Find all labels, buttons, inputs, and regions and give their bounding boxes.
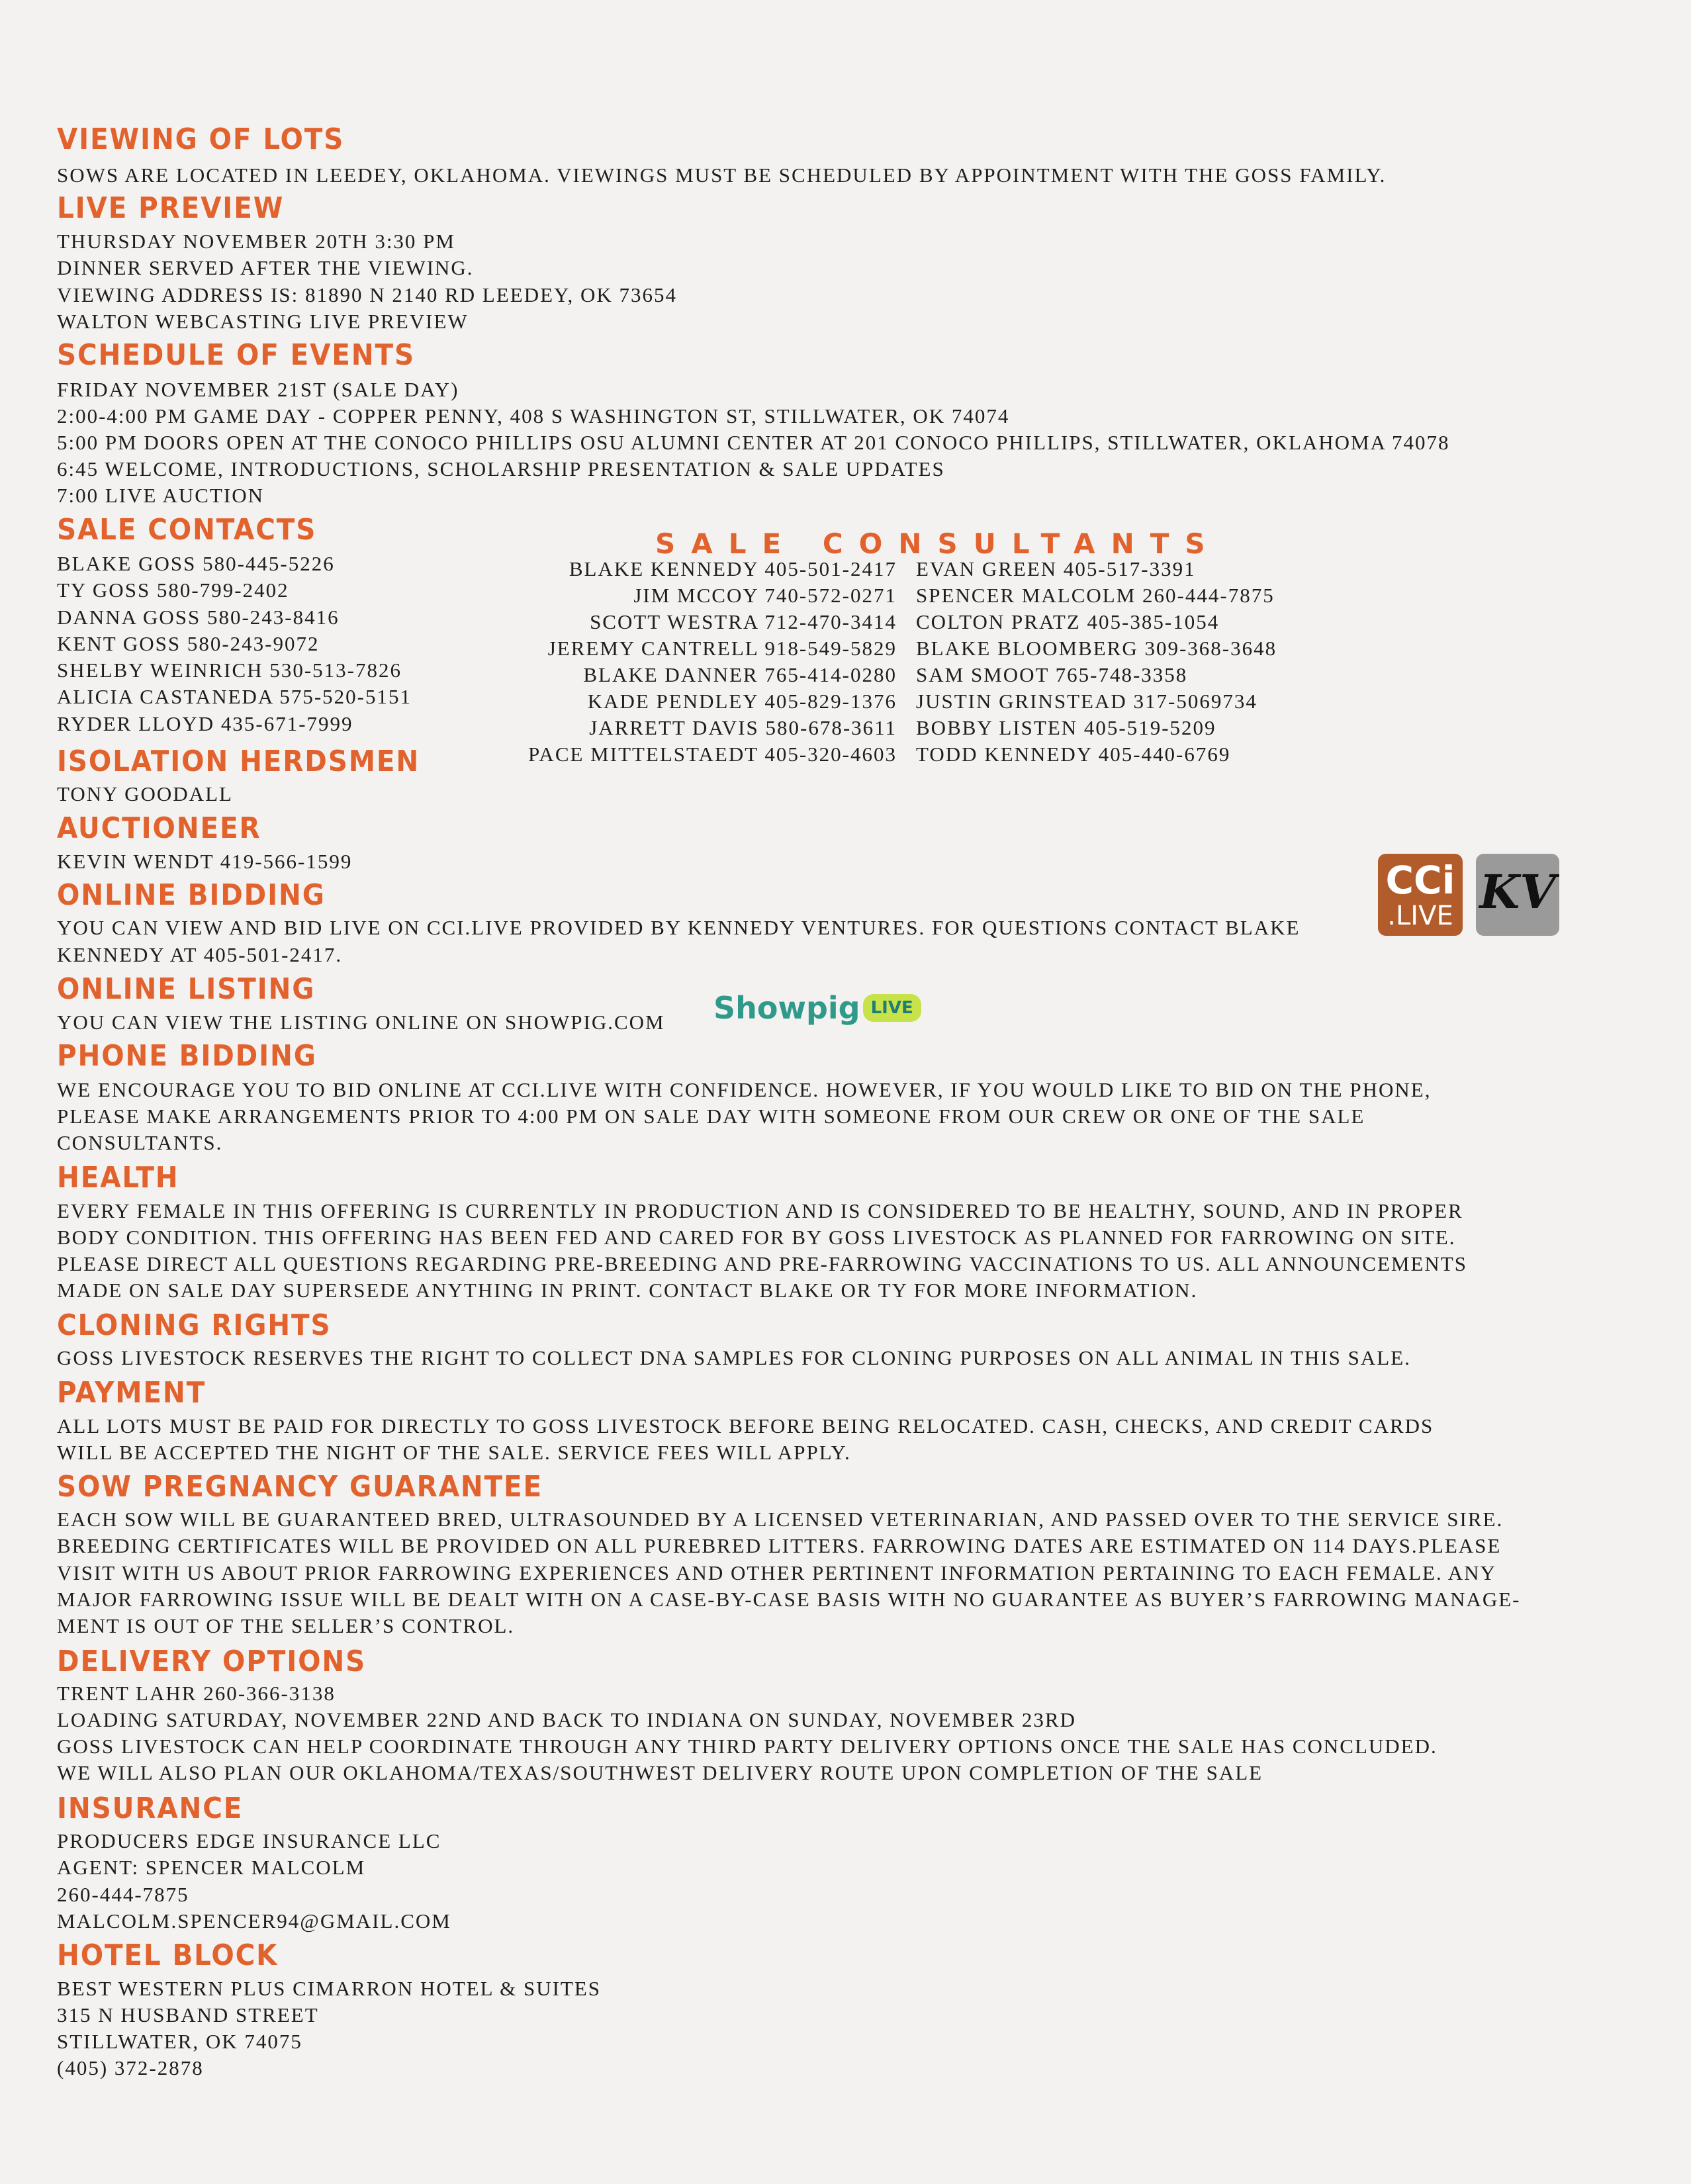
text-line: 2:00-4:00 PM GAME DAY - COPPER PENNY, 408 S WASHINGTON ST, STILLWATER, OK 74074 [57, 404, 1010, 428]
cci-live-logo [1378, 854, 1463, 936]
kv-logo-text: KV [1479, 864, 1556, 919]
text-line: MADE ON SALE DAY SUPERSEDE ANYTHING IN PRINT. CONTACT BLAKE OR TY FOR MORE INFORMATION. [57, 1279, 1198, 1302]
heading-phone-bidding: PHONE BIDDING [57, 1039, 317, 1073]
text-line: CONSULTANTS. [57, 1131, 223, 1154]
text-line: WE WILL ALSO PLAN OUR OKLAHOMA/TEXAS/SOUTHWEST DELIVERY ROUTE UPON COMPLETION OF THE SALE [57, 1761, 1263, 1784]
text-line: ALL LOTS MUST BE PAID FOR DIRECTLY TO GOSS LIVESTOCK BEFORE BEING RELOCATED. CASH, CHECKS, AND CREDIT CARDS [57, 1414, 1434, 1437]
consultant-right: JUSTIN GRINSTEAD 317-5069734 [916, 690, 1257, 713]
text-line: TONY GOODALL [57, 782, 233, 805]
text-line: 315 N HUSBAND STREET [57, 2003, 319, 2026]
contact-line: SHELBY WEINRICH 530-513-7826 [57, 659, 402, 682]
text-line: FRIDAY NOVEMBER 21ST (SALE DAY) [57, 378, 459, 401]
text-line: TRENT LAHR 260-366-3138 [57, 1682, 336, 1705]
heading-online-bidding: ONLINE BIDDING [57, 878, 326, 912]
text-line: YOU CAN VIEW AND BID LIVE ON CCI.LIVE PROVIDED BY KENNEDY VENTURES. FOR QUESTIONS CONTACT BLAKE [57, 916, 1301, 939]
text-line: WILL BE ACCEPTED THE NIGHT OF THE SALE. SERVICE FEES WILL APPLY. [57, 1441, 851, 1464]
heading-cloning-rights: CLONING RIGHTS [57, 1308, 332, 1342]
consultant-right: EVAN GREEN 405-517-3391 [916, 557, 1196, 580]
text-line: LOADING SATURDAY, NOVEMBER 22ND AND BACK TO INDIANA ON SUNDAY, NOVEMBER 23RD [57, 1708, 1076, 1731]
heading-health: HEALTH [57, 1161, 179, 1195]
text-line: VIEWING ADDRESS IS: 81890 N 2140 RD LEEDEY, OK 73654 [57, 283, 677, 306]
contact-line: RYDER LLOYD 435-671-7999 [57, 712, 353, 735]
text-line: VISIT WITH US ABOUT PRIOR FARROWING EXPERIENCES AND OTHER PERTINENT INFORMATION PERTAINING TO EACH FEMALE. ANY [57, 1561, 1496, 1584]
text-line: AGENT: SPENCER MALCOLM [57, 1856, 366, 1879]
heading-sale-contacts: SALE CONTACTS [57, 513, 317, 547]
consultant-left: BLAKE DANNER 765-414-0280 [583, 663, 897, 686]
text-line: BEST WESTERN PLUS CIMARRON HOTEL & SUITES [57, 1977, 602, 2000]
consultant-left: BLAKE KENNEDY 405-501-2417 [569, 557, 897, 580]
contact-line: ALICIA CASTANEDA 575-520-5151 [57, 685, 412, 708]
text-line: 7:00 LIVE AUCTION [57, 484, 264, 507]
consultant-left: JIM MCCOY 740-572-0271 [633, 584, 897, 607]
text-line: PLEASE DIRECT ALL QUESTIONS REGARDING PRE-BREEDING AND PRE-FARROWING VACCINATIONS TO US. ALL ANNOUNCEMENTS [57, 1252, 1467, 1275]
heading-sow-pregnancy-guarantee: SOW PREGNANCY GUARANTEE [57, 1470, 543, 1504]
text-line: (405) 372-2878 [57, 2056, 204, 2079]
text-line: EACH SOW WILL BE GUARANTEED BRED, ULTRASOUNDED BY A LICENSED VETERINARIAN, AND PASSED OVER TO THE SERVICE SIRE. [57, 1508, 1504, 1531]
text-line: DINNER SERVED AFTER THE VIEWING. [57, 256, 474, 279]
contact-line: TY GOSS 580-799-2402 [57, 578, 289, 602]
text-line: PRODUCERS EDGE INSURANCE LLC [57, 1829, 441, 1852]
text-line: MENT IS OUT OF THE SELLER’S CONTROL. [57, 1614, 515, 1637]
consultant-right: BOBBY LISTEN 405-519-5209 [916, 716, 1216, 739]
consultant-left: SCOTT WESTRA 712-470-3414 [590, 610, 897, 633]
heading-payment: PAYMENT [57, 1376, 206, 1410]
consultant-right: COLTON PRATZ 405-385-1054 [916, 610, 1220, 633]
text-line: WE ENCOURAGE YOU TO BID ONLINE AT CCI.LIVE WITH CONFIDENCE. HOWEVER, IF YOU WOULD LIKE TO BID ON THE PHONE, [57, 1078, 1432, 1101]
showpig-live-logo [713, 990, 921, 1043]
consultant-left: PACE MITTELSTAEDT 405-320-4603 [528, 743, 897, 766]
kennedy-ventures-logo [1476, 854, 1559, 936]
text-line: 260-444-7875 [57, 1883, 189, 1906]
text-line: STILLWATER, OK 74075 [57, 2030, 302, 2053]
text-line: BODY CONDITION. THIS OFFERING HAS BEEN FED AND CARED FOR BY GOSS LIVESTOCK AS PLANNED FOR FARROWING ON SITE. [57, 1226, 1456, 1249]
heading-insurance: INSURANCE [57, 1792, 244, 1825]
text-line: KENNEDY AT 405-501-2417. [57, 943, 343, 966]
showpig-live-badge: LIVE [863, 994, 921, 1022]
text-line: BREEDING CERTIFICATES WILL BE PROVIDED ON ALL PUREBRED LITTERS. FARROWING DATES ARE ESTIMATED ON 114 DAYS.PLEASE [57, 1534, 1502, 1557]
consultant-right: TODD KENNEDY 405-440-6769 [916, 743, 1231, 766]
heading-isolation-herdsmen: ISOLATION HERDSMEN [57, 745, 420, 778]
text-line: 6:45 WELCOME, INTRODUCTIONS, SCHOLARSHIP PRESENTATION & SALE UPDATES [57, 457, 945, 480]
text-line: WALTON WEBCASTING LIVE PREVIEW [57, 310, 469, 333]
contact-line: KENT GOSS 580-243-9072 [57, 632, 320, 655]
heading-online-listing: ONLINE LISTING [57, 972, 316, 1006]
heading-auctioneer: AUCTIONEER [57, 811, 261, 845]
heading-hotel-block: HOTEL BLOCK [57, 1938, 279, 1972]
consultant-left: KADE PENDLEY 405-829-1376 [587, 690, 897, 713]
text-line: YOU CAN VIEW THE LISTING ONLINE ON SHOWPIG.COM [57, 1011, 665, 1034]
consultant-right: SAM SMOOT 765-748-3358 [916, 663, 1188, 686]
heading-live-preview: LIVE PREVIEW [57, 191, 285, 225]
heading-schedule-of-events: SCHEDULE OF EVENTS [57, 338, 415, 372]
text-line: PLEASE MAKE ARRANGEMENTS PRIOR TO 4:00 PM ON SALE DAY WITH SOMEONE FROM OUR CREW OR ONE OF THE SALE [57, 1105, 1365, 1128]
text-line: EVERY FEMALE IN THIS OFFERING IS CURRENTLY IN PRODUCTION AND IS CONSIDERED TO BE HEALTHY, SOUND, AND IN PROPER [57, 1199, 1463, 1222]
text-line: MAJOR FARROWING ISSUE WILL BE DEALT WITH ON A CASE-BY-CASE BASIS WITH NO GUARANTEE AS BUYER’S FARROWING MANAGE- [57, 1588, 1521, 1611]
text-line: GOSS LIVESTOCK RESERVES THE RIGHT TO COLLECT DNA SAMPLES FOR CLONING PURPOSES ON ALL ANIMAL IN THIS SALE. [57, 1346, 1411, 1369]
text-line: 5:00 PM DOORS OPEN AT THE CONOCO PHILLIPS OSU ALUMNI CENTER AT 201 CONOCO PHILLIPS, STILLWATER, OKLAHOMA 74078 [57, 431, 1450, 454]
heading-viewing-of-lots: VIEWING OF LOTS [57, 122, 345, 156]
text-line: GOSS LIVESTOCK CAN HELP COORDINATE THROUGH ANY THIRD PARTY DELIVERY OPTIONS ONCE THE SALE HAS CONCLUDED. [57, 1735, 1438, 1758]
consultant-left: JEREMY CANTRELL 918-549-5829 [547, 637, 897, 660]
cci-logo-live-text: .LIVE [1387, 901, 1453, 931]
contact-line: DANNA GOSS 580-243-8416 [57, 606, 340, 629]
contact-line: BLAKE GOSS 580-445-5226 [57, 552, 335, 575]
text-line: THURSDAY NOVEMBER 20TH 3:30 PM [57, 230, 455, 253]
showpig-logo-text: Showpig [713, 990, 860, 1026]
text-line: MALCOLM.SPENCER94@GMAIL.COM [57, 1909, 451, 1933]
heading-sale-consultants: SALE CONSULTANTS [655, 527, 1221, 560]
consultant-right: SPENCER MALCOLM 260-444-7875 [916, 584, 1275, 607]
heading-delivery-options: DELIVERY OPTIONS [57, 1645, 367, 1678]
text-line: KEVIN WENDT 419-566-1599 [57, 850, 353, 873]
consultant-right: BLAKE BLOOMBERG 309-368-3648 [916, 637, 1277, 660]
cci-logo-text: CCi [1385, 858, 1455, 903]
text-line: SOWS ARE LOCATED IN LEEDEY, OKLAHOMA. VIEWINGS MUST BE SCHEDULED BY APPOINTMENT WITH THE GOSS FAMILY. [57, 163, 1387, 187]
consultant-left: JARRETT DAVIS 580-678-3611 [589, 716, 897, 739]
